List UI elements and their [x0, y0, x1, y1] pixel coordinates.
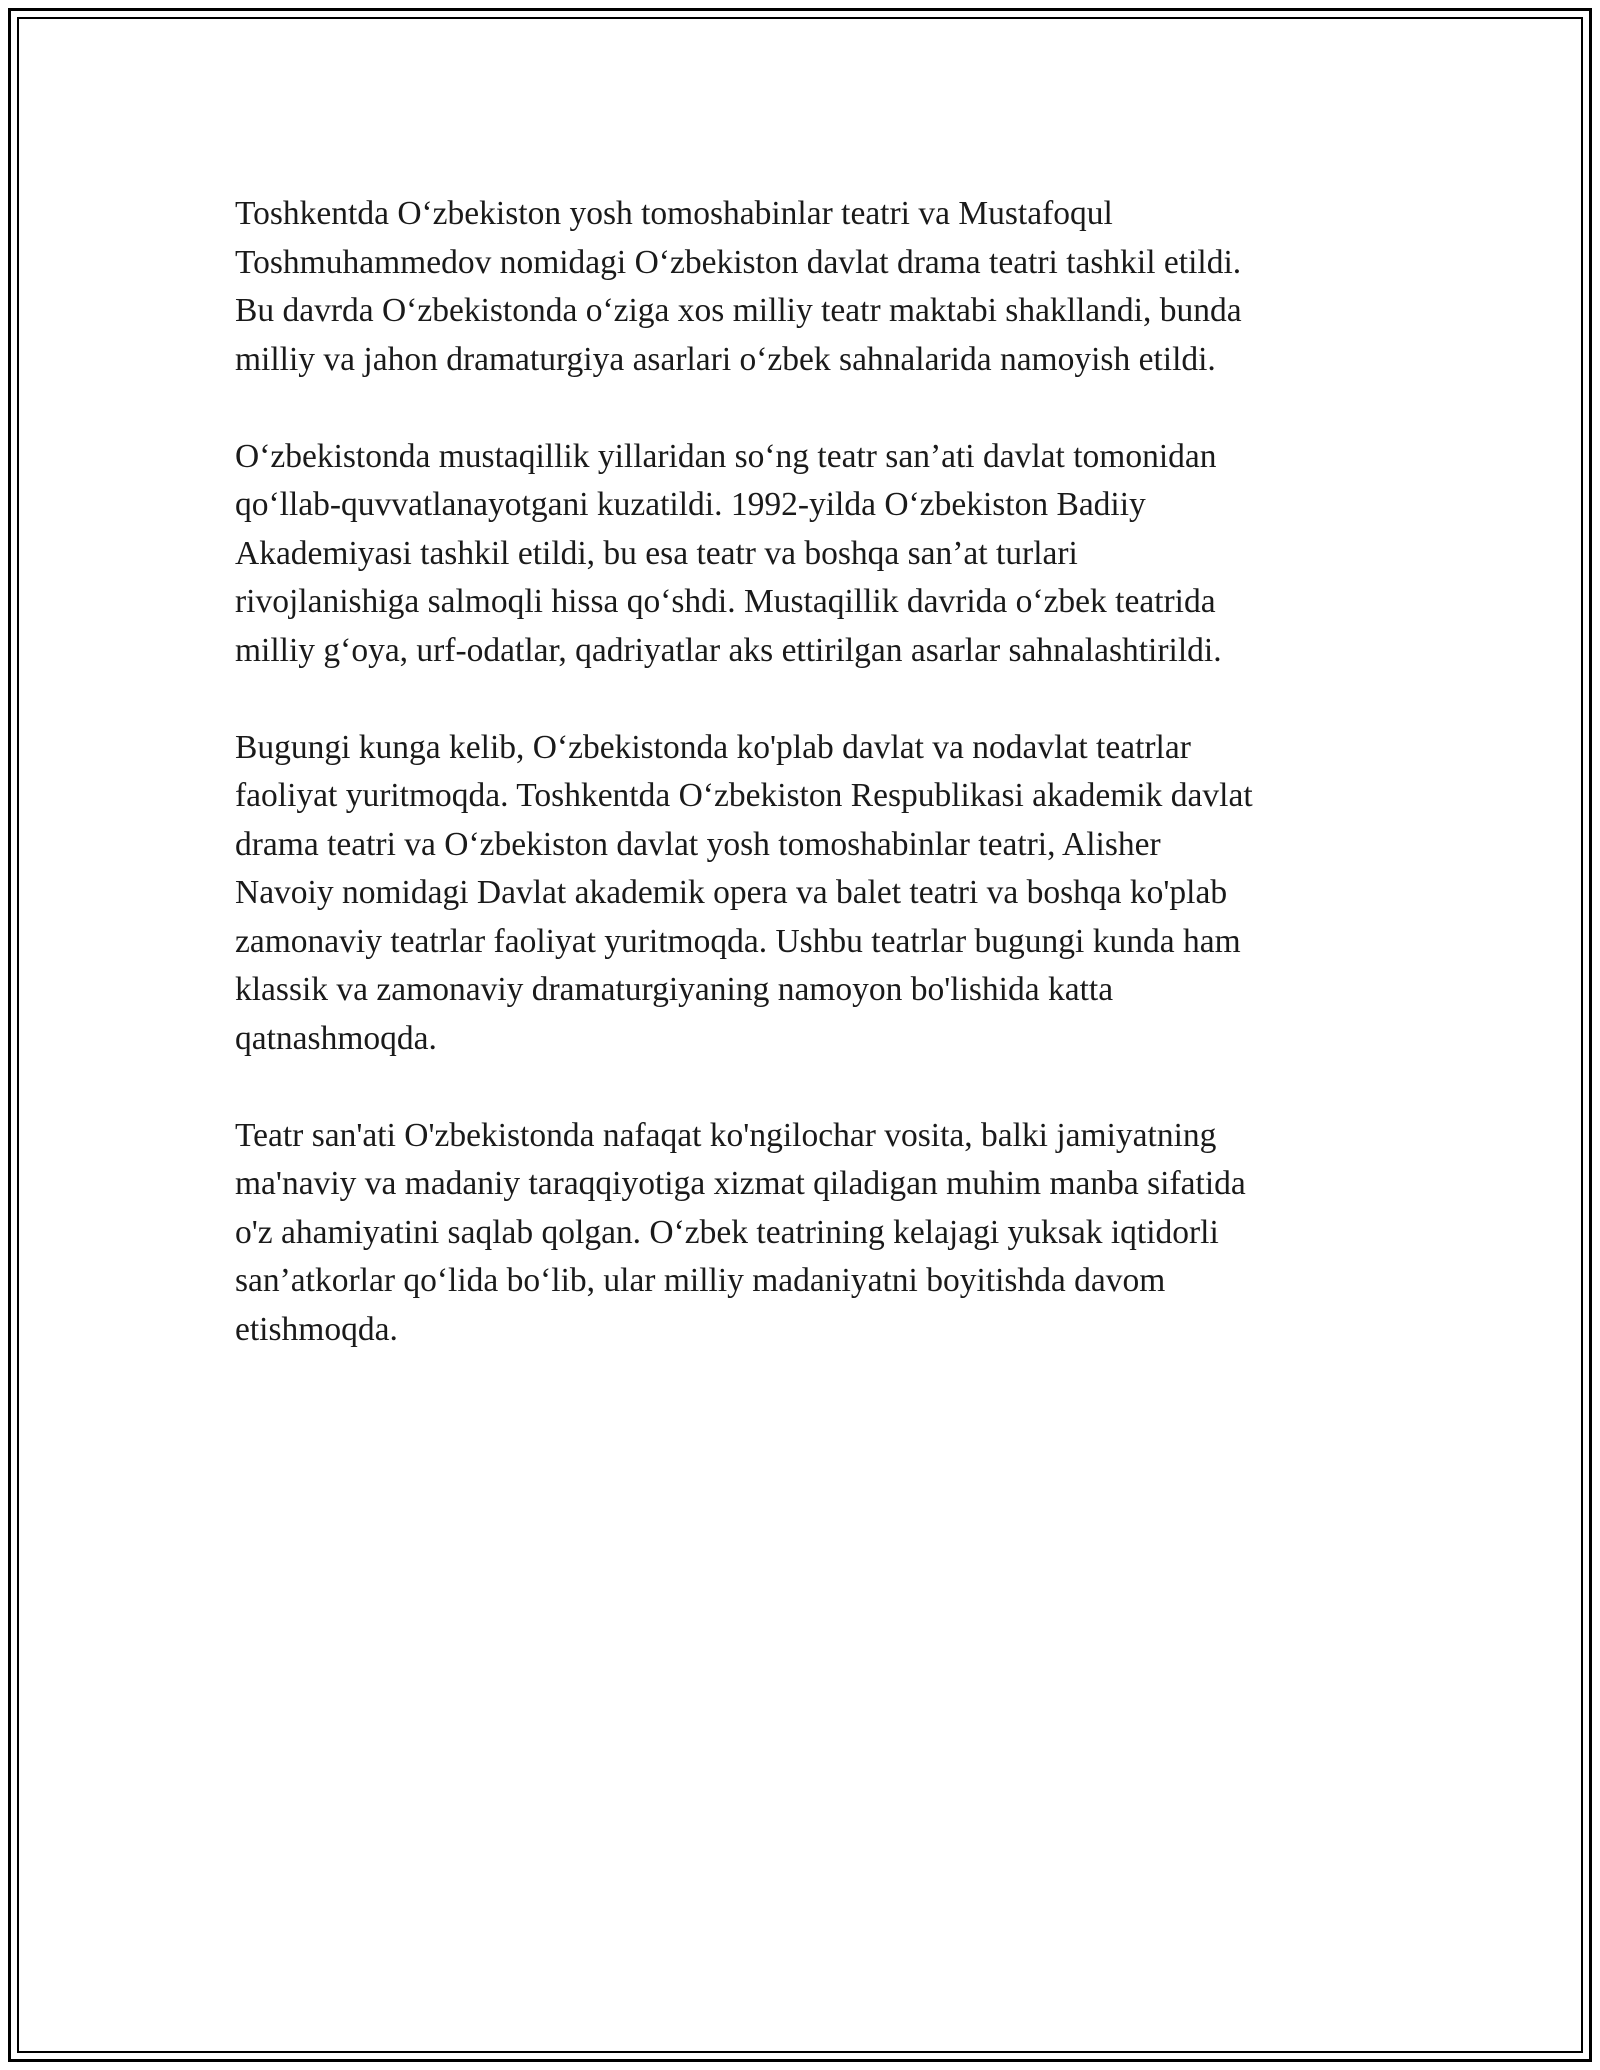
paragraph-1: Toshkentda O‘zbekiston yosh tomoshabinlar teatri va Mustafoqul Toshmuhammedov nomidagi O‘zbekiston davlat drama teatri tashkil etildi. Bu davrda O‘zbekistonda o‘ziga xos milliy teatr maktabi shakllandi, bunda milliy va jahon dramaturgiya asarlari o‘zbek sahnalarida namoyish etildi. — [235, 195, 1242, 378]
document-body — [235, 190, 1365, 1403]
paragraph-2: O‘zbekistonda mustaqillik yillaridan so‘ng teatr san’ati davlat tomonidan qo‘llab-quvvatlanayotgani kuzatildi. 1992-yilda O‘zbekiston Badiiy Akademiyasi tashkil etildi, bu esa teatr va boshqa san’at turlari rivojlanishiga salmoqli hissa qo‘shdi. Mustaqillik davrida o‘zbek teatrida milliy g‘oya, urf-odatlar, qadriyatlar aks ettirilgan asarlar sahnalashtirildi. — [235, 437, 1222, 669]
paragraph-4: Teatr san'ati O'zbekistonda nafaqat ko'ngilochar vosita, balki jamiyatning ma'naviy va madaniy taraqqiyotiga xizmat qiladigan muhim manba sifatida o'z ahamiyatini saqlab qolgan. O‘zbek teatrining kelajagi yuksak iqtidorli san’atkorlar qo‘lida bo‘lib, ular milliy madaniyatni boyitishda davom etishmoqda. — [235, 1116, 1246, 1348]
paragraph-3: Bugungi kunga kelib, O‘zbekistonda ko'plab davlat va nodavlat teatrlar faoliyat yuritmoqda. Toshkentda O‘zbekiston Respublikasi akademik davlat drama teatri va O‘zbekiston davlat yosh tomoshabinlar teatri, Alisher Navoiy nomidagi Davlat akademik opera va balet teatri va boshqa ko'plab zamonaviy teatrlar faoliyat yuritmoqda. Ushbu teatrlar bugungi kunda ham klassik va zamonaviy dramaturgiyaning namoyon bo'lishida katta qatnashmoqda. — [235, 728, 1253, 1057]
